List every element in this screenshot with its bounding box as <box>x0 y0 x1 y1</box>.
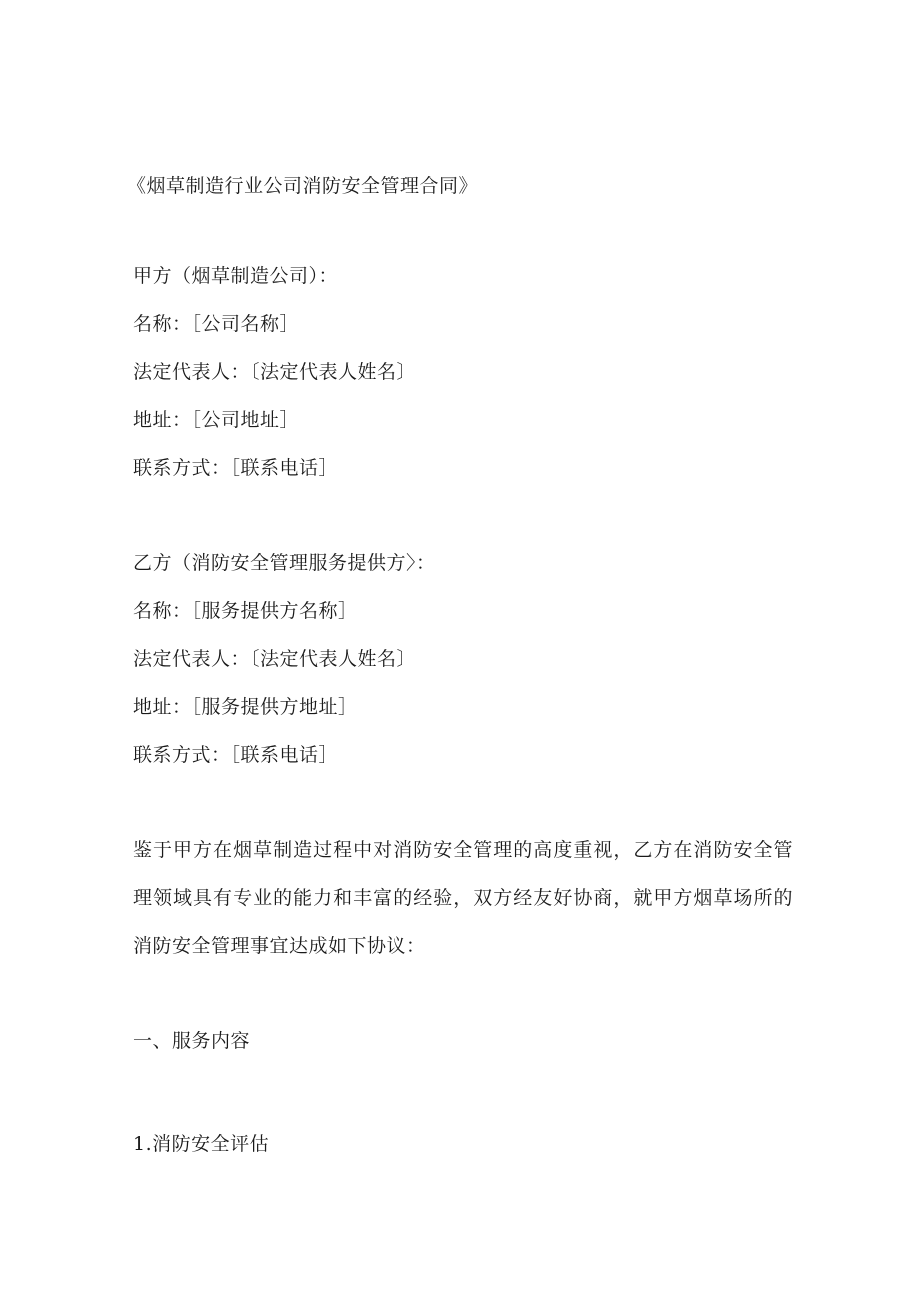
party-a-name: 名称：［公司名称］ <box>133 313 300 335</box>
party-a-contact: 联系方式：［联系电话］ <box>133 457 339 479</box>
party-a-heading: 甲方（烟草制造公司）： <box>133 265 339 287</box>
item-heading-fire-safety-assessment: 1.消防安全评估 <box>133 1133 270 1155</box>
section-heading-services: 一、服务内容 <box>133 1030 251 1052</box>
preamble-paragraph: 鉴于甲方在烟草制造过程中对消防安全管理的高度重视，乙方在消防安全管理领域具有专业的能力和丰富的经验，双方经友好协商，就甲方烟草场所的消防安全管理事宜达成如下协议： <box>133 839 793 957</box>
party-b-representative: 法定代表人：〔法定代表人姓名〕 <box>133 648 417 670</box>
party-a-representative: 法定代表人：〔法定代表人姓名〕 <box>133 361 417 383</box>
party-b-name: 名称：［服务提供方名称］ <box>133 600 358 622</box>
party-a-address: 地址：［公司地址］ <box>133 409 300 431</box>
party-b-contact: 联系方式：［联系电话］ <box>133 744 339 766</box>
party-b-address: 地址：［服务提供方地址］ <box>133 696 358 718</box>
document-title: 《烟草制造行业公司消防安全管理合同》 <box>127 175 479 197</box>
party-b-heading: 乙方（消防安全管理服务提供方〉： <box>133 552 436 574</box>
